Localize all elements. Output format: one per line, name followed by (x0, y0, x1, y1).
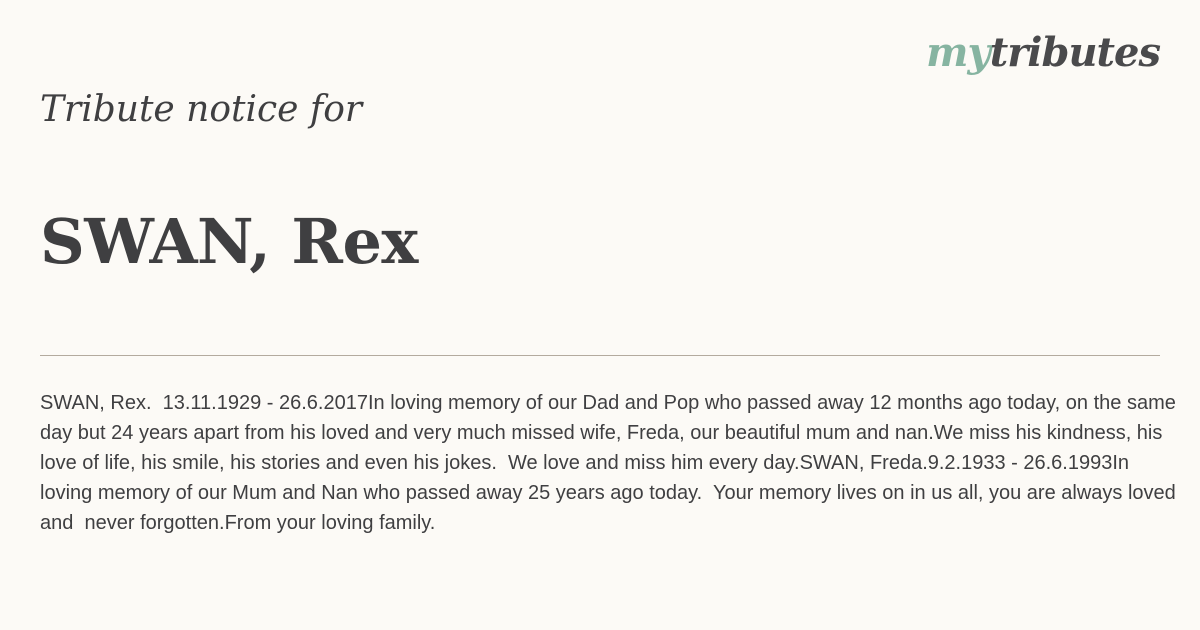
tribute-notice-text: SWAN, Rex. 13.11.1929 - 26.6.2017In loving memory of our Dad and Pop who passed away 12 months ago today, on the same day but 24 years apart from his loved and very much missed wife, Freda, our beautiful mum and nan.We miss his kindness, his love of life, his smile, his stories and even his jokes. We love and miss him every day.SWAN, Freda.9.2.1933 - 26.6.1993In loving memory of our Mum and Nan who passed away 25 years ago today. Your memory lives on in us all, you are always loved and never forgotten.From your loving family. (40, 392, 1182, 534)
logo-my-text: my (926, 29, 990, 76)
divider (40, 355, 1160, 356)
logo-tributes-text: tributes (989, 29, 1160, 76)
tribute-notice-subtitle: Tribute notice for (40, 89, 363, 130)
mytributes-logo[interactable] (926, 29, 1160, 76)
deceased-name-title: SWAN, Rex (40, 205, 418, 278)
